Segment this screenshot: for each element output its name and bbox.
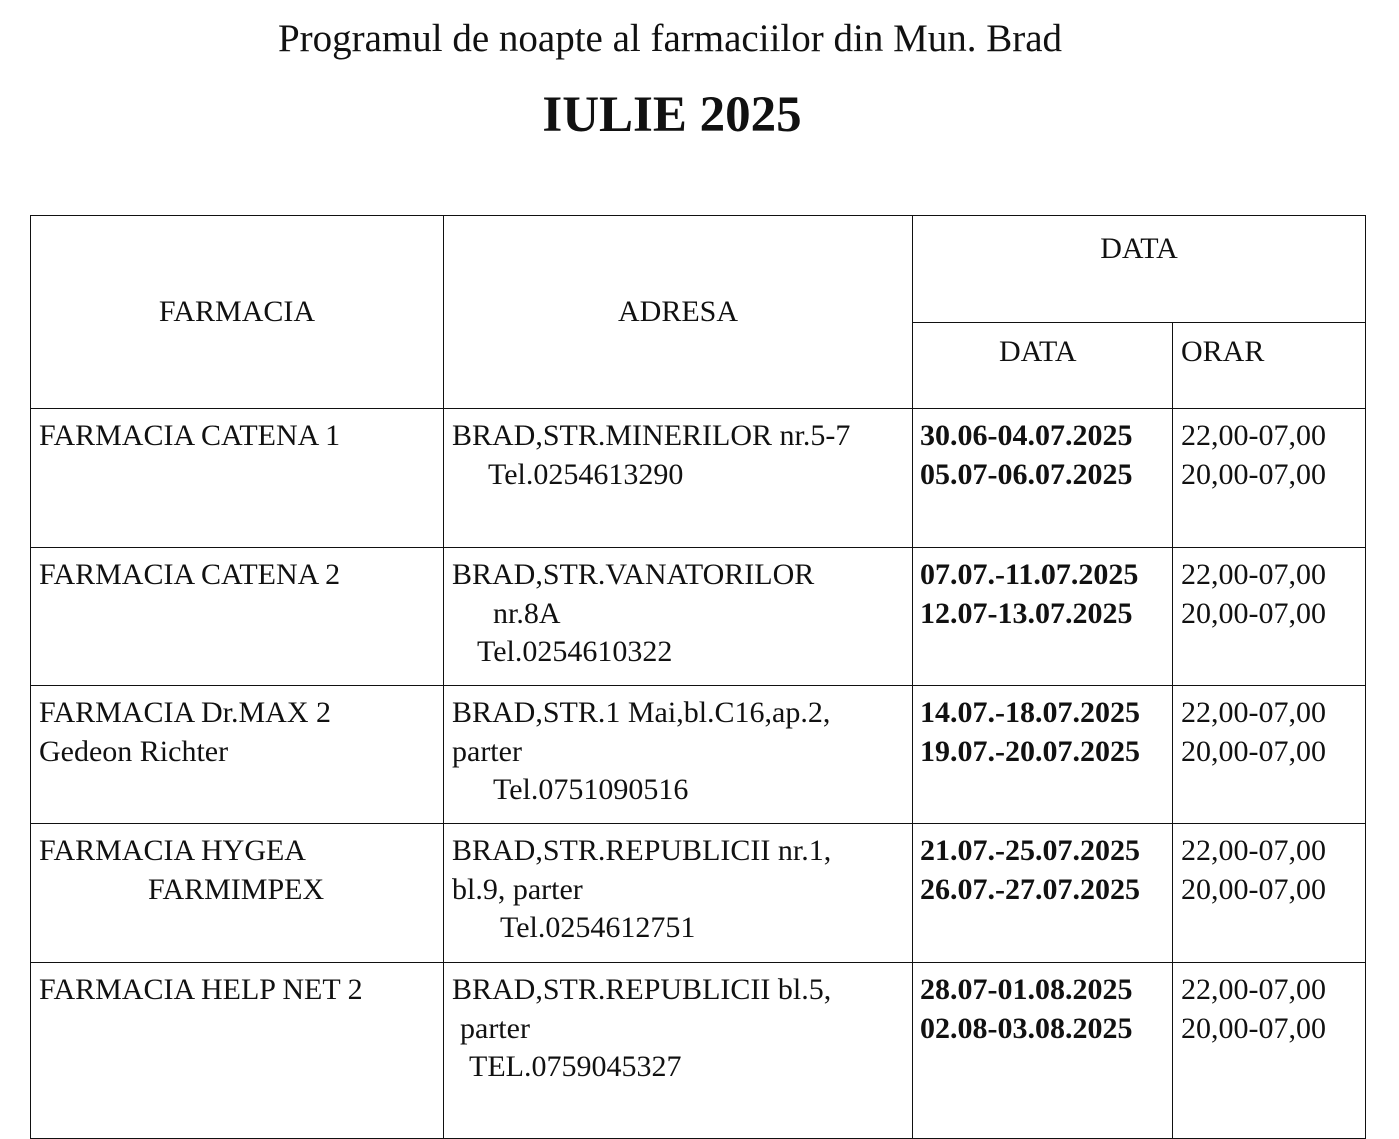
column-header-date: DATA — [913, 323, 1173, 409]
table-row — [31, 686, 1366, 824]
date-range: 05.07-06.07.2025 — [920, 457, 1133, 491]
hours-range: 22,00-07,00 — [1181, 419, 1326, 452]
pharmacy-name-cell — [31, 409, 444, 548]
hours-cell — [1173, 824, 1366, 963]
table-row — [31, 409, 1366, 548]
pharmacy-name: FARMACIA CATENA 1 — [39, 419, 341, 452]
column-header-address: ADRESA — [444, 216, 913, 409]
column-header-date-group: DATA — [913, 216, 1366, 323]
hours-range: 22,00-07,00 — [1181, 834, 1326, 867]
date-range: 07.07.-11.07.2025 — [920, 558, 1139, 591]
date-cell — [913, 686, 1173, 824]
date-range: 19.07.-20.07.2025 — [920, 734, 1140, 768]
address-line: parter — [452, 734, 522, 768]
date-range: 12.07-13.07.2025 — [920, 596, 1133, 630]
hours-range: 20,00-07,00 — [1181, 734, 1326, 768]
hours-cell — [1173, 548, 1366, 686]
date-cell — [913, 409, 1173, 548]
column-header-pharmacy: FARMACIA — [31, 216, 444, 409]
pharmacy-name: FARMIMPEX — [148, 872, 325, 906]
date-cell — [913, 548, 1173, 686]
address-cell — [444, 548, 913, 686]
address-line: BRAD,STR.VANATORILOR — [452, 558, 815, 591]
date-range: 21.07.-25.07.2025 — [920, 834, 1140, 867]
page-title: IULIE 2025 — [542, 87, 802, 143]
date-range: 14.07.-18.07.2025 — [920, 696, 1140, 729]
address-line: nr.8A — [493, 596, 561, 630]
hours-range: 22,00-07,00 — [1181, 696, 1326, 729]
phone-number: Tel.0254610322 — [477, 635, 673, 668]
pharmacy-name: Gedeon Richter — [39, 734, 229, 768]
address-line: parter — [460, 1011, 530, 1045]
phone-number: Tel.0254613290 — [488, 457, 684, 491]
pharmacy-name-cell — [31, 686, 444, 824]
address-cell — [444, 824, 913, 963]
table-row — [31, 824, 1366, 963]
date-range: 26.07.-27.07.2025 — [920, 872, 1140, 906]
hours-range: 20,00-07,00 — [1181, 1011, 1326, 1045]
date-range: 02.08-03.08.2025 — [920, 1011, 1133, 1045]
address-line: bl.9, parter — [452, 872, 583, 906]
pharmacy-name-cell — [31, 824, 444, 963]
pharmacy-schedule-table — [30, 215, 1366, 1139]
address-line: BRAD,STR.REPUBLICII bl.5, — [452, 973, 832, 1006]
address-line: BRAD,STR.1 Mai,bl.C16,ap.2, — [452, 696, 831, 729]
pharmacy-name: FARMACIA HELP NET 2 — [39, 973, 363, 1006]
phone-number: Tel.0751090516 — [493, 773, 689, 806]
date-cell — [913, 963, 1173, 1139]
date-range: 30.06-04.07.2025 — [920, 419, 1133, 452]
date-cell — [913, 824, 1173, 963]
page-subtitle: Programul de noapte al farmaciilor din Mun. Brad — [277, 17, 1063, 60]
table-row — [31, 548, 1366, 686]
hours-range: 20,00-07,00 — [1181, 872, 1326, 906]
pharmacy-name: FARMACIA Dr.MAX 2 — [39, 696, 331, 729]
address-cell — [444, 963, 913, 1139]
hours-cell — [1173, 409, 1366, 548]
hours-cell — [1173, 963, 1366, 1139]
phone-number: TEL.0759045327 — [469, 1050, 682, 1083]
date-range: 28.07-01.08.2025 — [920, 973, 1133, 1006]
address-line: BRAD,STR.REPUBLICII nr.1, — [452, 834, 832, 867]
address-cell — [444, 686, 913, 824]
pharmacy-name-cell — [31, 963, 444, 1139]
phone-number: Tel.0254612751 — [500, 911, 696, 944]
pharmacy-name: FARMACIA CATENA 2 — [39, 558, 341, 591]
pharmacy-name: FARMACIA HYGEA — [39, 834, 306, 867]
hours-range: 22,00-07,00 — [1181, 558, 1326, 591]
address-cell — [444, 409, 913, 548]
column-header-hours: ORAR — [1173, 323, 1366, 409]
hours-cell — [1173, 686, 1366, 824]
hours-range: 22,00-07,00 — [1181, 973, 1326, 1006]
address-line: BRAD,STR.MINERILOR nr.5-7 — [452, 419, 851, 452]
table-row — [31, 963, 1366, 1139]
hours-range: 20,00-07,00 — [1181, 457, 1326, 491]
hours-range: 20,00-07,00 — [1181, 596, 1326, 630]
pharmacy-name-cell — [31, 548, 444, 686]
